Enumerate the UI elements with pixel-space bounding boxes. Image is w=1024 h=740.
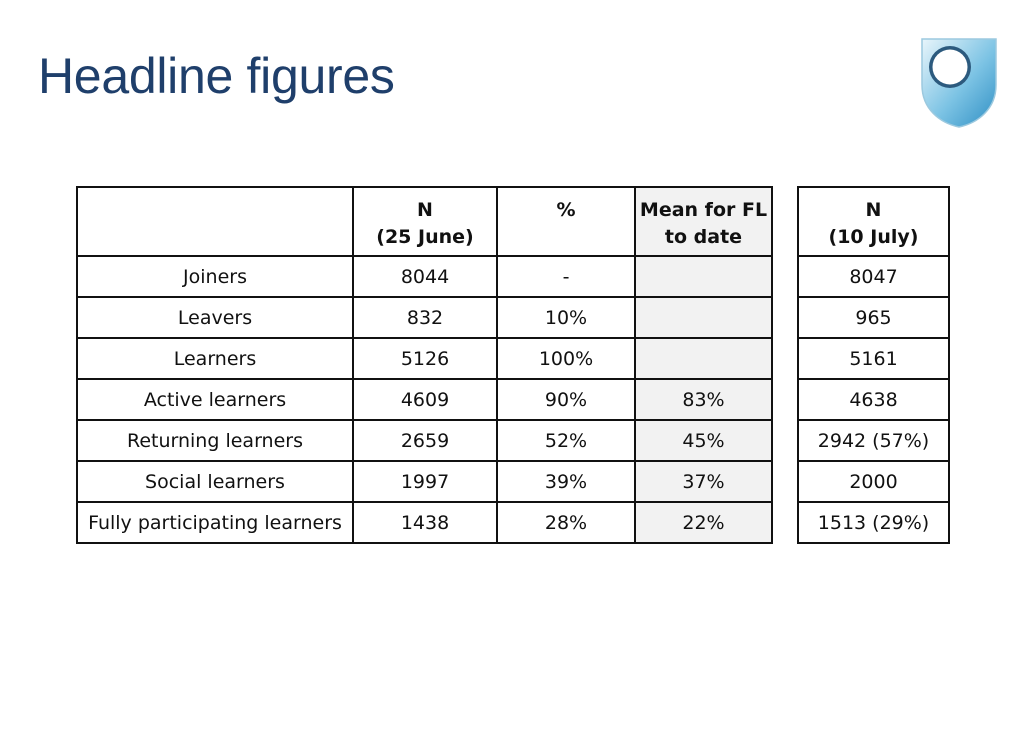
cell-n-june: 1997	[353, 461, 497, 502]
cell-n-june: 832	[353, 297, 497, 338]
page-title: Headline figures	[38, 48, 395, 104]
cell-n-july: 2000	[798, 461, 949, 502]
table-row	[77, 461, 772, 502]
table-row	[798, 379, 949, 420]
row-label: Social learners	[77, 461, 353, 502]
cell-percent: 100%	[497, 338, 635, 379]
table-row	[798, 297, 949, 338]
row-label: Joiners	[77, 256, 353, 297]
table-row	[798, 461, 949, 502]
table-row	[798, 338, 949, 379]
cell-n-july: 2942 (57%)	[798, 420, 949, 461]
table-header-row	[798, 187, 949, 256]
cell-mean	[635, 338, 772, 379]
row-label: Fully participating learners	[77, 502, 353, 543]
table-row	[798, 256, 949, 297]
cell-percent: 28%	[497, 502, 635, 543]
cell-mean: 37%	[635, 461, 772, 502]
row-label: Active learners	[77, 379, 353, 420]
cell-percent: 52%	[497, 420, 635, 461]
cell-mean: 83%	[635, 379, 772, 420]
header-n-25-june: N (25 June)	[353, 187, 497, 256]
header-percent: %	[497, 187, 635, 256]
cell-mean	[635, 256, 772, 297]
table-row	[77, 420, 772, 461]
header-n-10-july: N (10 July)	[798, 187, 949, 256]
cell-percent: 90%	[497, 379, 635, 420]
cell-n-june: 8044	[353, 256, 497, 297]
open-university-shield-icon	[920, 37, 998, 129]
cell-mean: 22%	[635, 502, 772, 543]
table-row	[77, 379, 772, 420]
table-row	[798, 420, 949, 461]
cell-n-july: 965	[798, 297, 949, 338]
table-row	[77, 502, 772, 543]
cell-percent: 39%	[497, 461, 635, 502]
cell-mean	[635, 297, 772, 338]
table-row	[77, 338, 772, 379]
table-row	[798, 502, 949, 543]
cell-n-july: 8047	[798, 256, 949, 297]
cell-n-june: 4609	[353, 379, 497, 420]
table-header-row	[77, 187, 772, 256]
cell-n-june: 5126	[353, 338, 497, 379]
cell-n-june: 1438	[353, 502, 497, 543]
table-row	[77, 256, 772, 297]
cell-n-june: 2659	[353, 420, 497, 461]
cell-percent: 10%	[497, 297, 635, 338]
row-label: Leavers	[77, 297, 353, 338]
headline-figures-table	[76, 186, 773, 544]
july-figures-table	[797, 186, 950, 544]
row-label: Returning learners	[77, 420, 353, 461]
cell-n-july: 1513 (29%)	[798, 502, 949, 543]
cell-n-july: 5161	[798, 338, 949, 379]
cell-percent: -	[497, 256, 635, 297]
table-row	[77, 297, 772, 338]
header-mean-fl: Mean for FL to date	[635, 187, 772, 256]
header-label-blank	[77, 187, 353, 256]
cell-n-july: 4638	[798, 379, 949, 420]
row-label: Learners	[77, 338, 353, 379]
cell-mean: 45%	[635, 420, 772, 461]
